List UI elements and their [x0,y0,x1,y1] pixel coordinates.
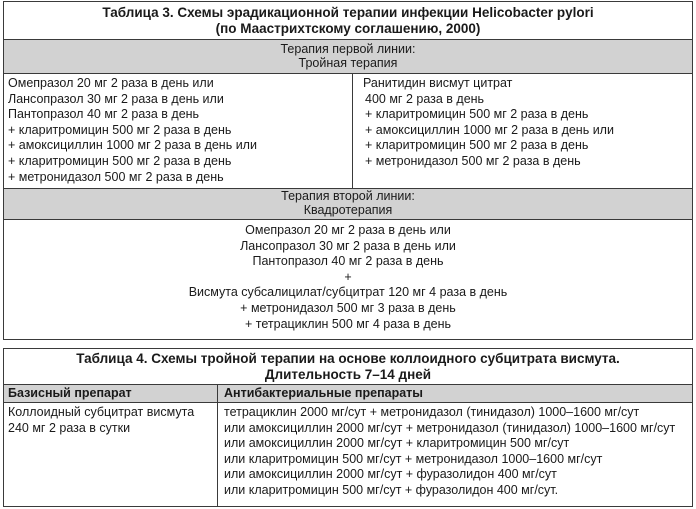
first-line-regimens [4,74,692,189]
ppi-regimen-column [4,74,353,188]
table-4 [3,348,693,507]
first-line-label: Терапия первой линии: [280,42,416,56]
table-3-title [4,2,692,40]
list-item: или амоксициллин 2000 мг/сут + фуразолидон 400 мг/сут [224,467,557,482]
list-item: тетрациклин 2000 мг/сут + метронидазол (тинидазол) 1000–1600 мг/сут [224,405,640,419]
list-item: Лансопразол 30 мг 2 раза в день или [8,91,224,106]
list-item: Пантопразол 40 мг 2 раза в день [252,254,444,269]
list-item: + тетрациклин 500 мг 4 раза в день [245,316,451,331]
table-4-header-row [4,385,692,403]
list-item: Пантопразол 40 мг 2 раза в день [8,107,200,122]
list-item: + кларитромицин 500 мг 2 раза в день [365,107,589,122]
list-item: Висмута субсалицилат/субцитрат 120 мг 4 раза в день [188,285,508,300]
list-item: или кларитромицин 500 мг/сут + метронидазол 1000–1600 мг/сут [224,451,603,466]
list-item: + [344,269,352,284]
list-item: Коллоидный субцитрат висмута [8,405,195,419]
table-4-title [4,349,692,385]
list-item: или амоксициллин 2000 мг/сут + кларитромицин 500 мг/сут [224,436,570,451]
table-3-title-line-2: (по Маастрихтскому соглашению, 2000) [215,21,481,36]
list-item: или амоксициллин 2000 мг/сут + метронидазол (тинидазол) 1000–1600 мг/сут [224,420,676,435]
first-line-therapy-header [4,40,692,74]
table-4-body-row [4,403,692,507]
triple-therapy-label: Тройная терапия [298,56,398,70]
table-4-title-line-1: Таблица 4. Схемы тройной терапии на основе коллоидного субцитрата висмута. [76,351,620,366]
table-4-title-line-2: Длительность 7–14 дней [264,367,432,382]
list-item: + кларитромицин 500 мг 2 раза в день [8,122,232,137]
antibiotics-cell [218,403,692,507]
list-item: 400 мг 2 раза в день [365,91,485,106]
table-3 [3,1,693,340]
quadrotherapy-regimen [4,220,692,332]
antibiotics-column-header: Антибактериальные препараты [224,386,423,400]
list-item: + метронидазол 500 мг 2 раза в день [8,169,224,184]
rbc-regimen-column [353,74,692,188]
list-item: + амоксициллин 1000 мг 2 раза в день или [365,122,614,137]
second-line-label: Терапия второй линии: [281,189,415,203]
list-item: или кларитромицин 500 мг/сут + фуразолидон 400 мг/сут. [224,482,559,497]
base-drug-column-header: Базисный препарат [4,385,218,402]
list-item: Омепразол 20 мг 2 раза в день или [8,76,214,90]
quadrotherapy-label: Квадротерапия [303,203,393,217]
list-item: Ранитидин висмут цитрат [363,76,513,90]
list-item: + метронидазол 500 мг 2 раза в день [365,153,581,168]
list-item: + амоксициллин 1000 мг 2 раза в день или [8,138,257,153]
list-item: + кларитромицин 500 мг 2 раза в день [365,138,589,153]
list-item: Лансопразол 30 мг 2 раза в день или [240,238,456,253]
table-3-title-line-1: Таблица 3. Схемы эрадикационной терапии инфекции Helicobacter pylori [102,5,594,20]
list-item: + метронидазол 500 мг 3 раза в день [240,300,456,315]
list-item: + кларитромицин 500 мг 2 раза в день [8,153,232,168]
list-item: 240 мг 2 раза в сутки [8,420,131,435]
list-item: Омепразол 20 мг 2 раза в день или [245,223,451,237]
second-line-therapy-header [4,189,692,220]
base-drug-cell [4,403,218,507]
